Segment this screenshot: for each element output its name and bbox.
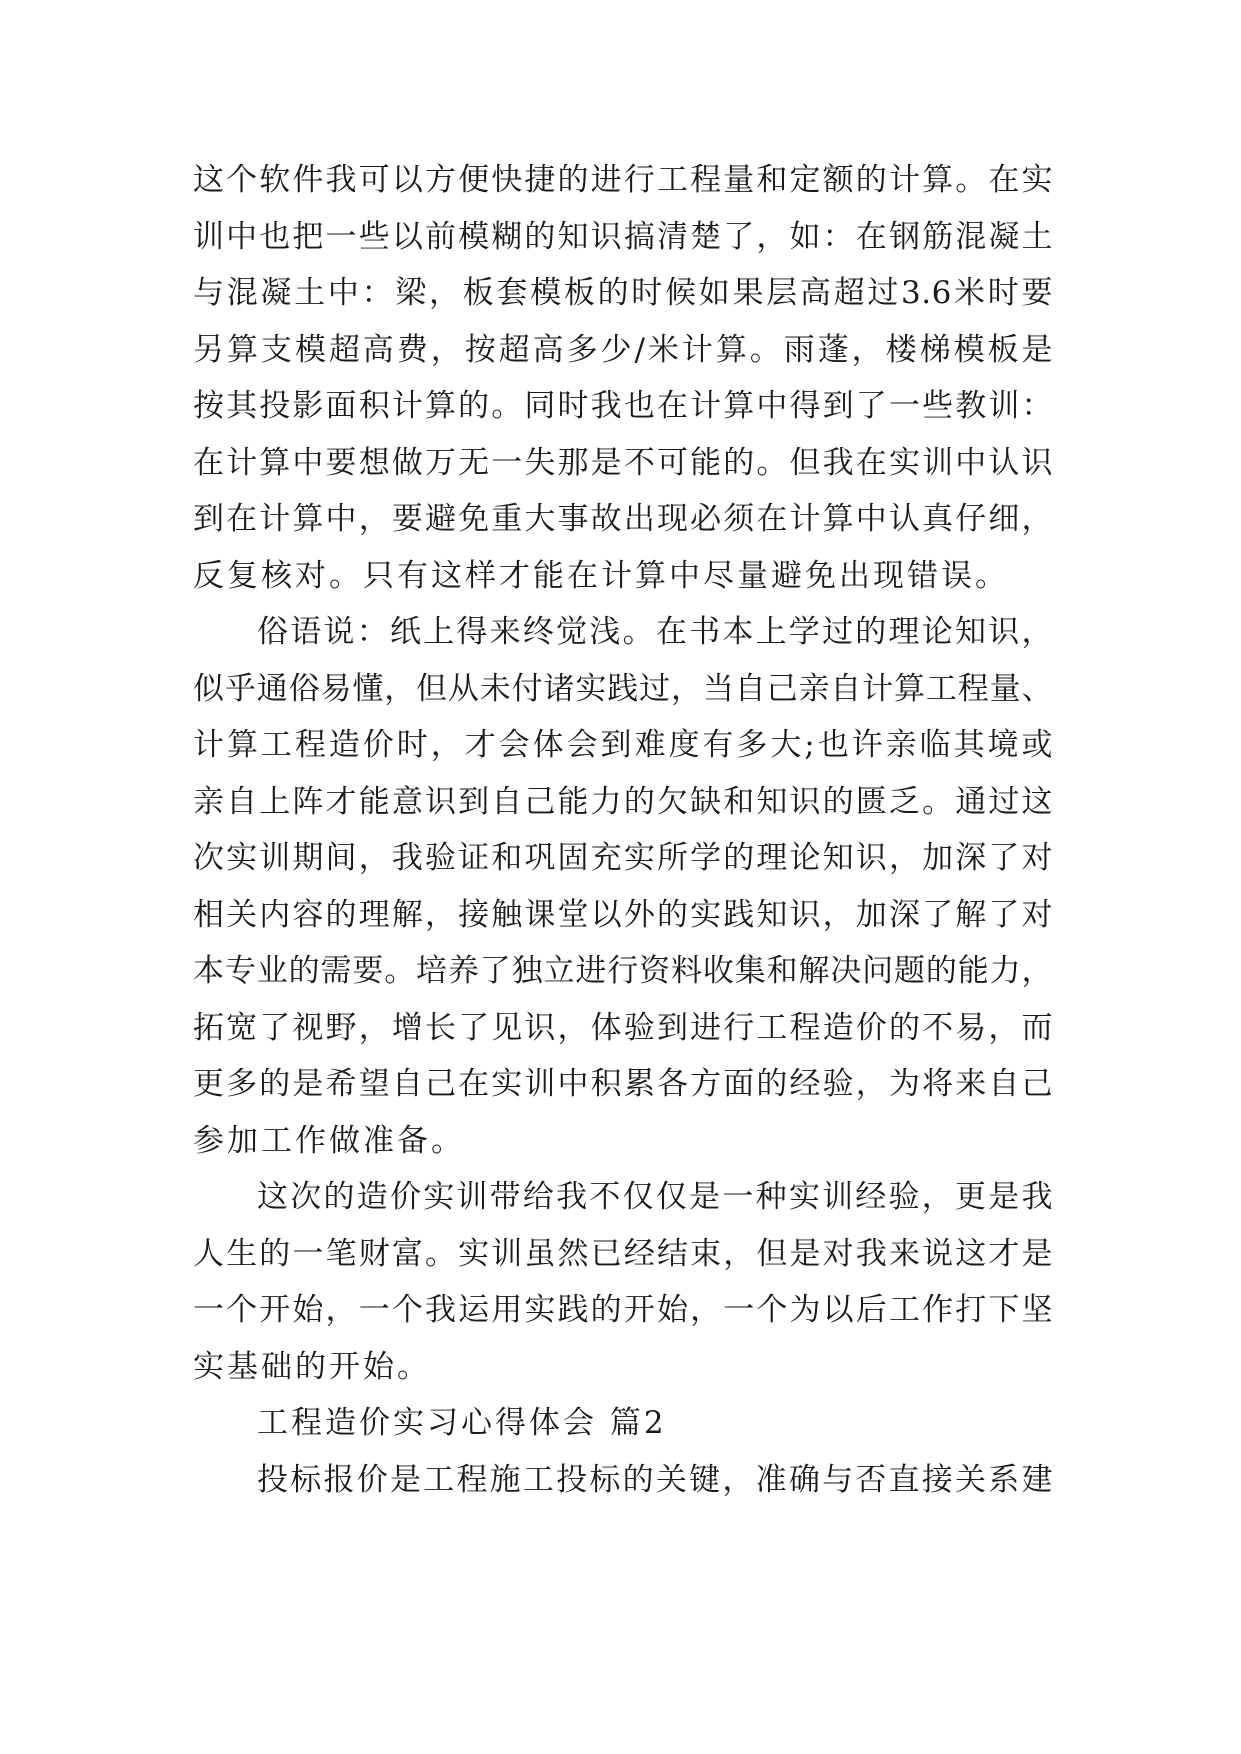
- text-line: 本专业的需要。培养了独立进行资料收集和解决问题的能力，: [193, 953, 1053, 989]
- text-line: 人生的一笔财富。实训虽然已经结束，但是对我来说这才是: [193, 1235, 1053, 1272]
- text-line: 相关内容的理解，接触课堂以外的实践知识，加深了解了对: [193, 896, 1053, 933]
- text-line: 计算工程造价时，才会体会到难度有多大;也许亲临其境或: [193, 727, 1053, 763]
- text-line: 参加工作做准备。: [193, 1122, 465, 1159]
- text-line: 拓宽了视野，增长了见识，体验到进行工程造价的不易，而: [193, 1009, 1053, 1046]
- paragraph-first-line: 俗语说：纸上得来终觉浅。在书本上学过的理论知识，: [257, 614, 1053, 650]
- text-line: 更多的是希望自己在实训中积累各方面的经验，为将来自己: [193, 1066, 1053, 1102]
- text-line: 另算支模超高费，按超高多少/米计算。雨蓬，楼梯模板是: [193, 331, 1053, 368]
- section-heading: 工程造价实习心得体会 篇2: [257, 1405, 667, 1441]
- text-line: 亲自上阵才能意识到自己能力的欠缺和知识的匮乏。通过这: [193, 783, 1053, 820]
- text-line: 训中也把一些以前模糊的知识搞清楚了，如：在钢筋混凝土: [193, 218, 1053, 255]
- text-line: 在计算中要想做万无一失那是不可能的。但我在实训中认识: [193, 444, 1053, 481]
- paragraph-first-line: 这次的造价实训带给我不仅仅是一种实训经验，更是我: [257, 1179, 1053, 1215]
- document-body: [193, 152, 1053, 1508]
- paragraph-first-line: 投标报价是工程施工投标的关键，准确与否直接关系建: [257, 1461, 1053, 1498]
- text-line: 一个开始，一个我运用实践的开始，一个为以后工作打下坚: [193, 1292, 1053, 1328]
- text-line: 与混凝土中：梁，板套模板的时候如果层高超过3.6米时要: [193, 275, 1053, 311]
- text-line: 似乎通俗易懂，但从未付诸实践过，当自己亲自计算工程量、: [193, 670, 1053, 707]
- text-line: 到在计算中，要避免重大事故出现必须在计算中认真仔细，: [193, 501, 1053, 537]
- text-line: 实基础的开始。: [193, 1348, 431, 1385]
- text-line: 这个软件我可以方便快捷的进行工程量和定额的计算。在实: [193, 162, 1053, 198]
- text-line: 反复核对。只有这样才能在计算中尽量避免出现错误。: [193, 557, 1009, 594]
- text-line: 次实训期间，我验证和巩固充实所学的理论知识，加深了对: [193, 840, 1053, 876]
- text-line: 按其投影面积计算的。同时我也在计算中得到了一些教训：: [193, 388, 1053, 424]
